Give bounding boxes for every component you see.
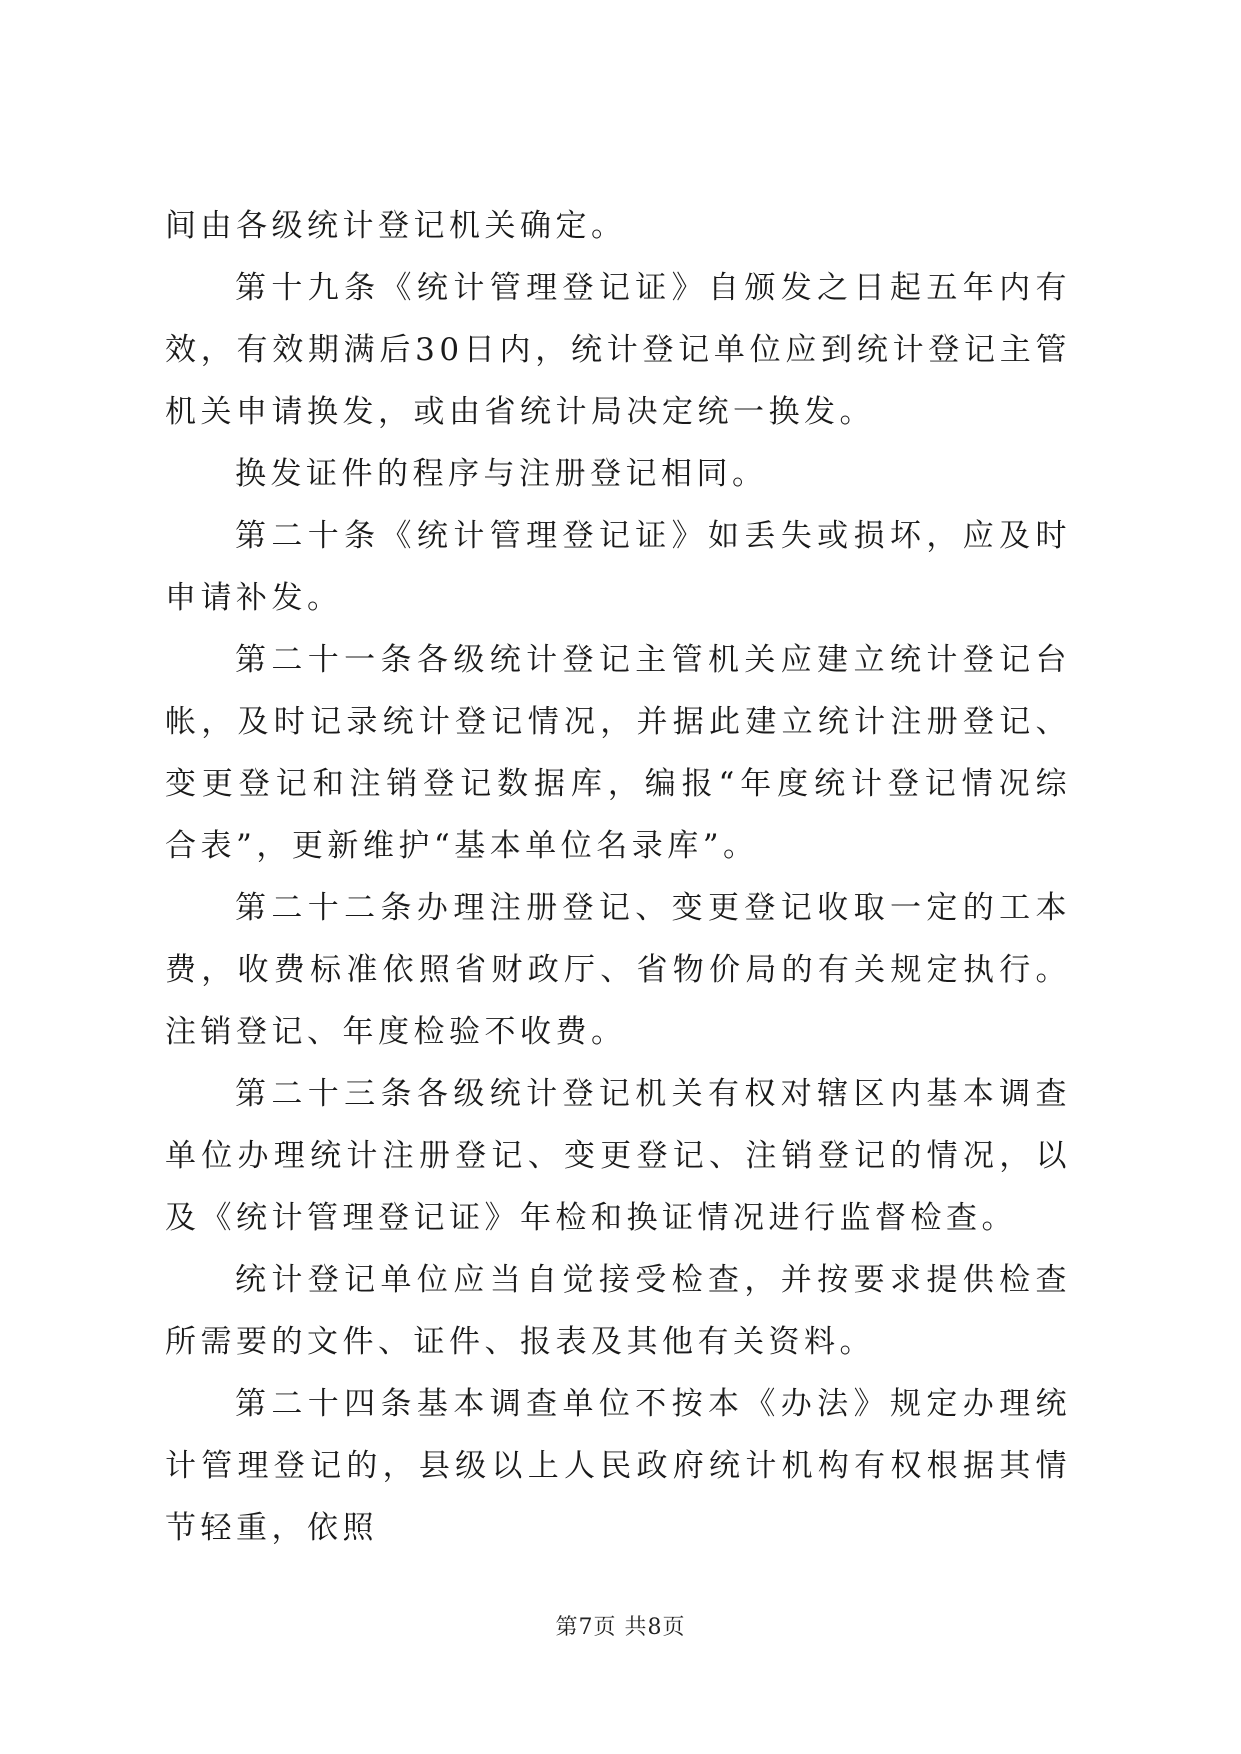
document-body	[165, 195, 1071, 1559]
paragraph-article-21: 第二十一条各级统计登记主管机关应建立统计登记台帐，及时记录统计登记情况，并据此建立统计注册登记、变更登记和注销登记数据库，编报“年度统计登记情况综合表”，更新维护“基本单位名录库”。	[165, 642, 1071, 864]
paragraph-article-22: 第二十二条办理注册登记、变更登记收取一定的工本费，收费标准依照省财政厅、省物价局的有关规定执行。注销登记、年度检验不收费。	[165, 890, 1071, 1050]
paragraph-article-19: 第十九条《统计管理登记证》自颁发之日起五年内有效，有效期满后30日内，统计登记单位应到统计登记主管机关申请换发，或由省统计局决定统一换发。	[165, 270, 1071, 430]
paragraph-article-20: 第二十条《统计管理登记证》如丢失或损坏，应及时申请补发。	[165, 518, 1071, 616]
paragraph-article-24: 第二十四条基本调查单位不按本《办法》规定办理统计管理登记的，县级以上人民政府统计机构有权根据其情节轻重，依照	[165, 1386, 1071, 1546]
paragraph-article-23: 第二十三条各级统计登记机关有权对辖区内基本调查单位办理统计注册登记、变更登记、注销登记的情况，以及《统计管理登记证》年检和换证情况进行监督检查。	[165, 1076, 1071, 1236]
paragraph-inspection-duty: 统计登记单位应当自觉接受检查，并按要求提供检查所需要的文件、证件、报表及其他有关资料。	[165, 1262, 1071, 1360]
page-number-footer: 第7页 共8页	[555, 1615, 686, 1640]
paragraph-renewal-procedure: 换发证件的程序与注册登记相同。	[235, 456, 768, 492]
paragraph-continuation: 间由各级统计登记机关确定。	[165, 208, 627, 244]
